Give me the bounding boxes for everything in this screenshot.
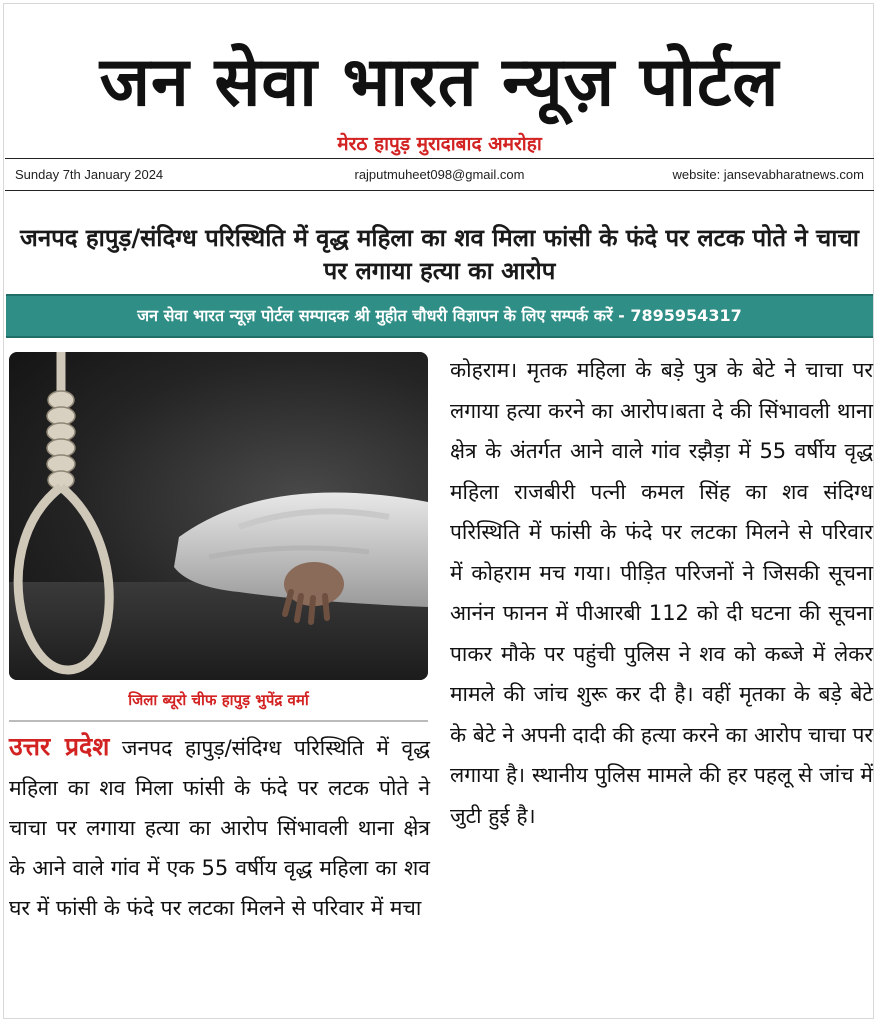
photo-caption: जिला ब्यूरो चीफ हापुड़ भुपेंद्र वर्मा [128, 691, 309, 709]
editor-banner: जन सेवा भारत न्यूज़ पोर्टल सम्पादक श्री मुहीत चौधरी विज्ञापन के लिए सम्पर्क करें - 7895954317 [6, 294, 873, 338]
divider-bottom [5, 190, 874, 191]
website-link[interactable]: website: jansevabharatnews.com [672, 167, 864, 182]
dateline-lead: उत्तर प्रदेश [9, 732, 110, 761]
issue-date: Sunday 7th January 2024 [15, 167, 164, 182]
divider-top [5, 158, 874, 159]
article-text-left: जनपद हापुड़/संदिग्ध परिस्थिति में वृद्ध महिला का शव मिला फांसी के फंदे पर लटक पोते ने चाचा पर लगाया हत्या का आरोप सिंभावली थाना क्षेत्र के आने वाले गांव में एक 55 वर्षीय वृद्ध महिला का शव घर में फांसी के फंदे पर लटका मिलने से परिवार में मचा [9, 736, 431, 920]
contact-email[interactable]: rajputmuheet098@gmail.com [354, 167, 525, 182]
masthead-cities: मेरठ हापुड़ मुरादाबाद अमरोहा [337, 133, 542, 155]
article-body-left [9, 727, 430, 928]
info-bar [15, 167, 864, 185]
article-headline: जनपद हापुड़/संदिग्ध परिस्थिति में वृद्ध महिला का शव मिला फांसी के फंदे पर लटक पोते ने चाचा पर लगाया हत्या का आरोप [20, 224, 859, 285]
caption-divider [9, 720, 428, 722]
news-photo [9, 352, 428, 680]
article-body-right: कोहराम। मृतक महिला के बड़े पुत्र के बेटे ने चाचा पर लगाया हत्या करने का आरोप।बता दे की सिंभावली थाना क्षेत्र के अंतर्गत आने वाले गांव रझैड़ा में 55 वर्षीय वृद्ध महिला राजबीरी पत्नी कमल सिंह का शव संदिग्ध परिस्थिति में फांसी के फंदे पर लटका मिलने से परिवार में कोहराम मच गया। पीड़ित परिजनों ने जिसकी सूचना आनंन फानन में पीआरबी 112 को दी घटना की सूचना पाकर मौके पर पहुंची पुलिस ने शव को कब्जे में लेकर मामले की जांच शुरू कर दी है। वहीं मृतका के बड़े बेटे के बेटे ने अपनी दादी की हत्या करने का आरोप चाचा पर लगाया है। स्थानीय पुलिस मामले की हर पहलू से जांच में जुटी हुई है। [450, 358, 873, 828]
masthead-title: जन सेवा भारत न्यूज़ पोर्टल [99, 43, 780, 122]
